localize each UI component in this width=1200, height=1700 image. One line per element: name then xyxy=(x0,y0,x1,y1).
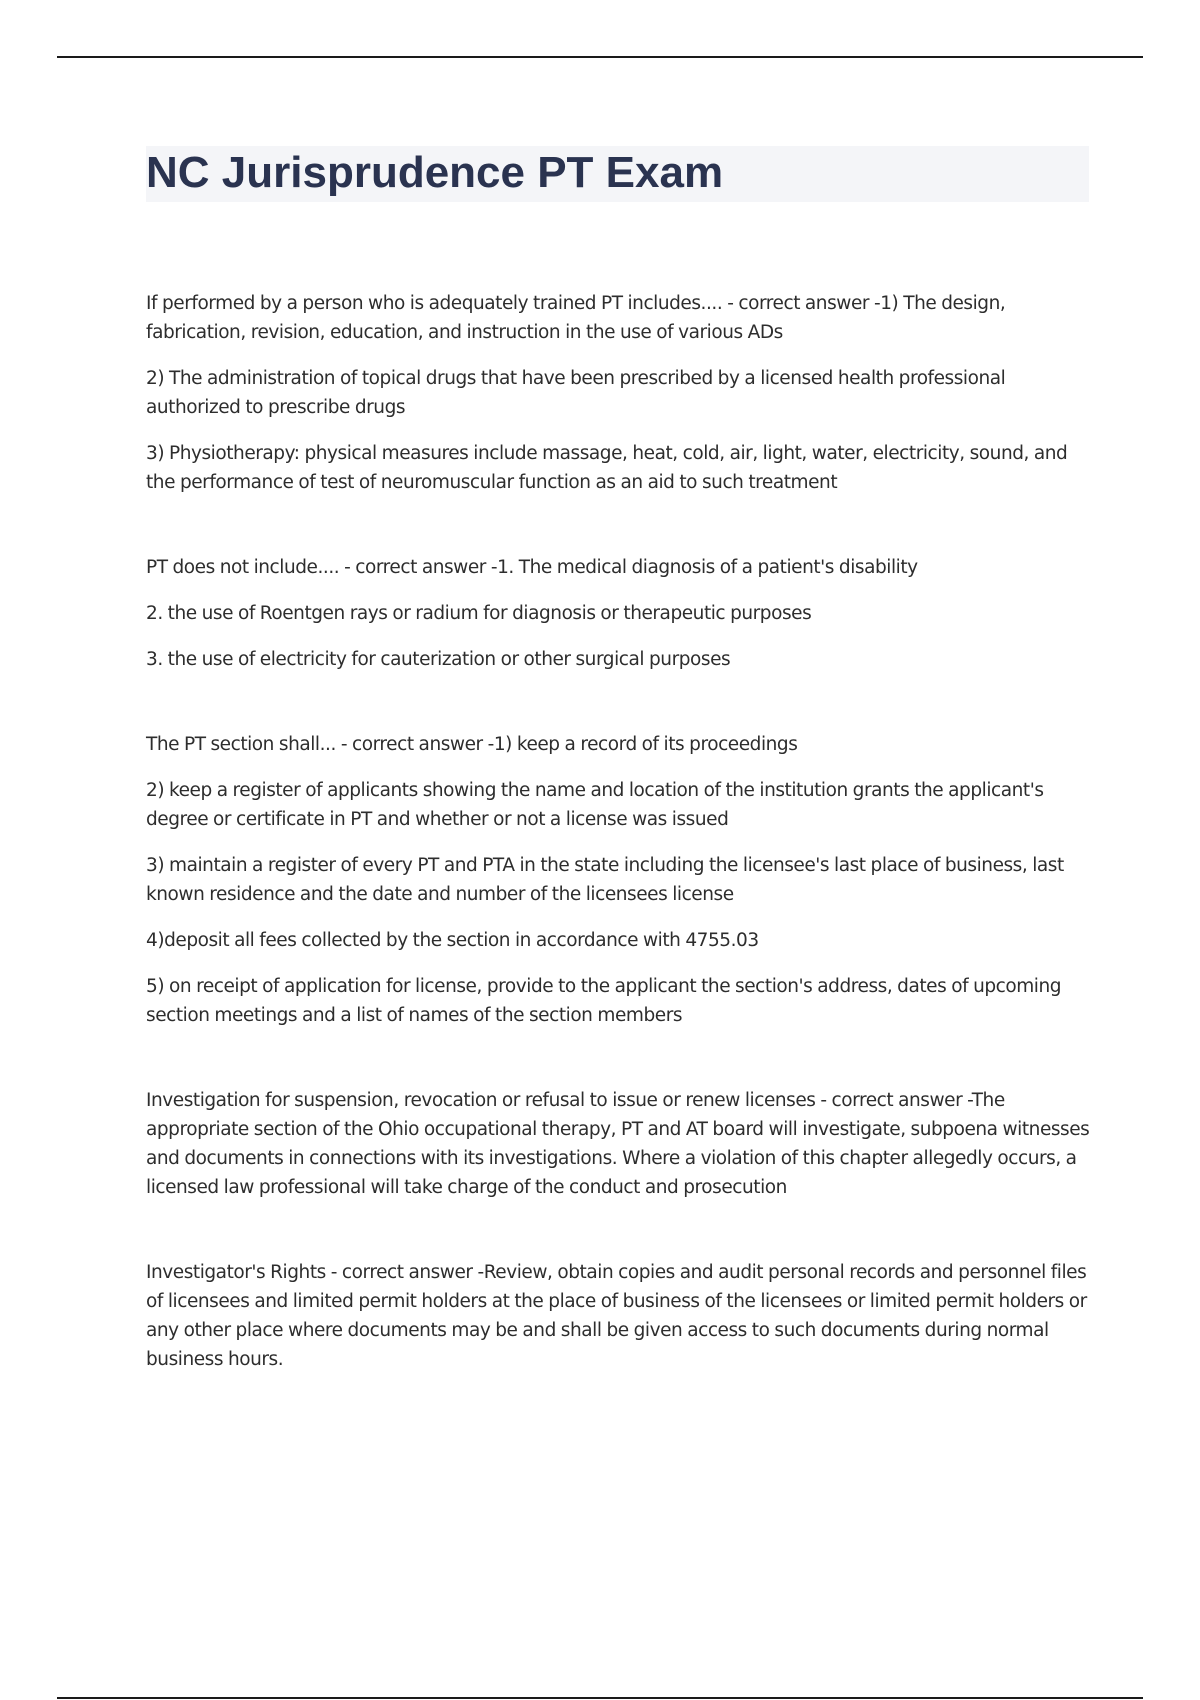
qa-question-answer: The PT section shall... - correct answer -1) keep a record of its proceedings xyxy=(146,734,798,755)
answer-item: 2) keep a register of applicants showing the name and location of the institution grants the applicant's degree or certificate in PT and whether or not a license was issued xyxy=(146,780,1044,830)
answer-item: 2) The administration of topical drugs that have been prescribed by a licensed health professional authorized to prescribe drugs xyxy=(146,368,1006,418)
answer-item: 3) Physiotherapy: physical measures include massage, heat, cold, air, light, water, electricity, sound, and the performance of test of neuromuscular function as an aid to such treatment xyxy=(146,443,1068,493)
bottom-rule xyxy=(57,1697,1143,1699)
document-body xyxy=(146,289,1090,1374)
page-title: NC Jurisprudence PT Exam xyxy=(146,148,724,197)
qa-entry xyxy=(146,1086,1090,1202)
qa-question-answer: PT does not include.... - correct answer -1. The medical diagnosis of a patient's disability xyxy=(146,557,918,578)
answer-item: 2. the use of Roentgen rays or radium for diagnosis or therapeutic purposes xyxy=(146,603,812,624)
qa-entry xyxy=(146,553,1090,674)
qa-question-answer: Investigator's Rights - correct answer -Review, obtain copies and audit personal records and personnel files of licensees and limited permit holders at the place of business of the licensees or limited permit holders or any other place where documents may be and shall be given access to such documents during normal business hours. xyxy=(146,1262,1087,1370)
answer-item: 4)deposit all fees collected by the section in accordance with 4755.03 xyxy=(146,930,759,951)
qa-entry xyxy=(146,1258,1090,1374)
answer-item: 3) maintain a register of every PT and PTA in the state including the licensee's last place of business, last known residence and the date and number of the licensees license xyxy=(146,855,1064,905)
answer-item: 5) on receipt of application for license, provide to the applicant the section's address, dates of upcoming section meetings and a list of names of the section members xyxy=(146,976,1062,1026)
qa-question-answer: If performed by a person who is adequately trained PT includes.... - correct answer -1) The design, fabrication, revision, education, and instruction in the use of various ADs xyxy=(146,293,1006,343)
qa-entry xyxy=(146,289,1090,497)
answer-item: 3. the use of electricity for cauterization or other surgical purposes xyxy=(146,649,731,670)
top-rule xyxy=(57,56,1143,58)
qa-entry xyxy=(146,730,1090,1030)
qa-question-answer: Investigation for suspension, revocation or refusal to issue or renew licenses - correct answer -The appropriate section of the Ohio occupational therapy, PT and AT board will investigate, subpoena witnesses and documents in connections with its investigations. Where a violation of this chapter allegedly occurs, a licensed law professional will take charge of the conduct and prosecution xyxy=(146,1090,1090,1198)
